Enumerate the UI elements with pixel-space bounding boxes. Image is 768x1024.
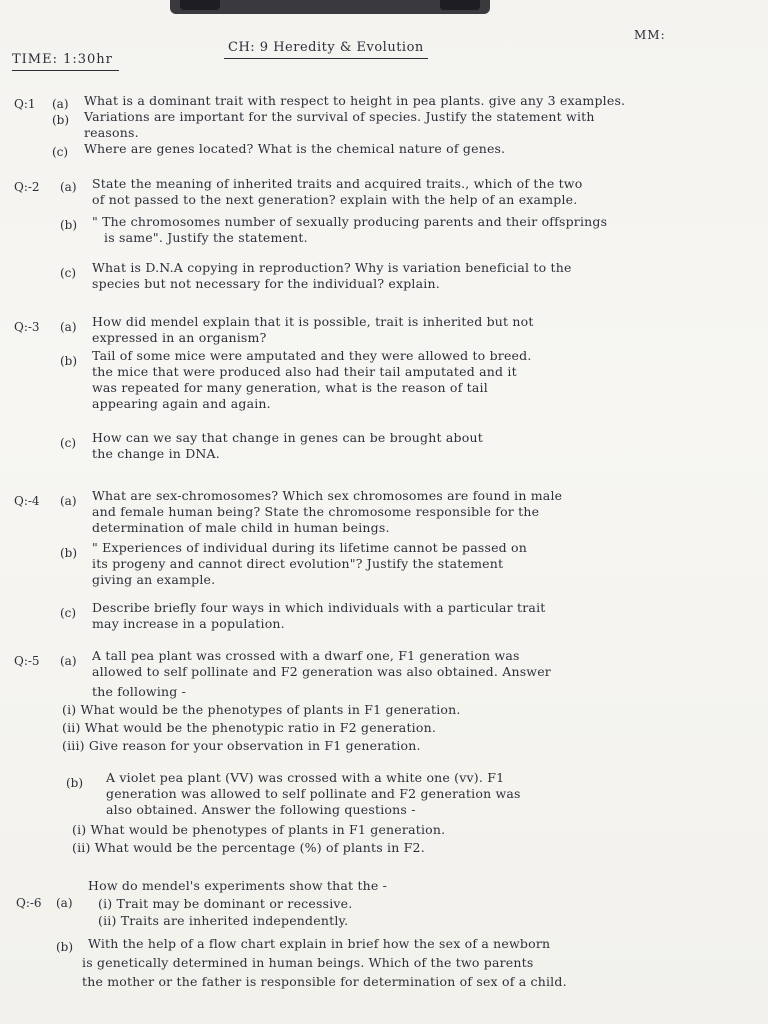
question-line: Describe briefly four ways in which individuals with a particular trait: [92, 600, 546, 615]
question-line: A tall pea plant was crossed with a dwarf one, F1 generation was: [92, 648, 520, 663]
part-label: (a): [60, 654, 77, 668]
part-label: (b): [56, 940, 74, 954]
max-marks-label: MM:: [634, 28, 666, 42]
part-label: (a): [52, 97, 69, 111]
question-line: expressed in an organism?: [92, 330, 267, 345]
question-line: (i) What would be phenotypes of plants in F1 generation.: [72, 822, 446, 837]
question-line: " Experiences of individual during its lifetime cannot be passed on: [92, 540, 528, 555]
part-label: (a): [60, 320, 77, 334]
part-label: (b): [52, 113, 70, 127]
question-line: reasons.: [84, 125, 139, 140]
question-line: How did mendel explain that it is possible, trait is inherited but not: [92, 314, 534, 329]
question-line: How do mendel's experiments show that the -: [88, 878, 388, 893]
question-line: also obtained. Answer the following questions -: [106, 802, 416, 817]
question-number: Q:-3: [14, 320, 40, 334]
question-line: What is a dominant trait with respect to height in pea plants. give any 3 examples.: [84, 93, 626, 108]
part-label: (a): [56, 896, 73, 910]
question-line: (i) What would be the phenotypes of plants in F1 generation.: [62, 702, 461, 717]
question-line: " The chromosomes number of sexually producing parents and their offsprings: [92, 214, 608, 229]
question-line: appearing again and again.: [92, 396, 271, 411]
question-line: of not passed to the next generation? explain with the help of an example.: [92, 192, 578, 207]
question-line: A violet pea plant (VV) was crossed with a white one (vv). F1: [106, 770, 505, 785]
question-line: was repeated for many generation, what is the reason of tail: [92, 380, 488, 395]
part-label: (c): [60, 266, 77, 280]
question-line: may increase in a population.: [92, 616, 285, 631]
question-line: (ii) What would be the percentage (%) of plants in F2.: [72, 840, 425, 855]
question-line: (iii) Give reason for your observation in F1 generation.: [62, 738, 421, 753]
question-number: Q:-2: [14, 180, 40, 194]
question-line: the mice that were produced also had their tail amputated and it: [92, 364, 517, 379]
question-line: How can we say that change in genes can be brought about: [92, 430, 483, 445]
question-line: With the help of a flow chart explain in brief how the sex of a newborn: [88, 936, 551, 951]
part-label: (b): [60, 218, 78, 232]
question-line: its progeny and cannot direct evolution"? Justify the statement: [92, 556, 504, 571]
question-line: State the meaning of inherited traits and acquired traits., which of the two: [92, 176, 583, 191]
part-label: (c): [52, 145, 69, 159]
part-label: (c): [60, 606, 77, 620]
time-label: TIME: 1:30hr: [12, 52, 113, 67]
part-label: (b): [60, 354, 78, 368]
question-line: generation was allowed to self pollinate and F2 generation was: [106, 786, 521, 801]
question-line: Variations are important for the survival of species. Justify the statement with: [84, 109, 595, 124]
clipboard-clip: [170, 0, 490, 14]
question-line: the mother or the father is responsible for determination of sex of a child.: [82, 974, 567, 989]
part-label: (a): [60, 494, 77, 508]
question-line: the change in DNA.: [92, 446, 220, 461]
question-line: What is D.N.A copying in reproduction? Why is variation beneficial to the: [92, 260, 572, 275]
question-line: the following -: [92, 684, 187, 699]
question-line: (ii) Traits are inherited independently.: [98, 913, 349, 928]
question-number: Q:-4: [14, 494, 40, 508]
question-line: determination of male child in human beings.: [92, 520, 390, 535]
question-line: giving an example.: [92, 572, 216, 587]
question-line: (i) Trait may be dominant or recessive.: [98, 896, 353, 911]
question-number: Q:-6: [16, 896, 42, 910]
question-line: is genetically determined in human beings. Which of the two parents: [82, 955, 534, 970]
part-label: (c): [60, 436, 77, 450]
question-line: What are sex-chromosomes? Which sex chromosomes are found in male: [92, 488, 563, 503]
question-line: species but not necessary for the individual? explain.: [92, 276, 440, 291]
question-line: allowed to self pollinate and F2 generation was also obtained. Answer: [92, 664, 551, 679]
part-label: (b): [66, 776, 84, 790]
question-line: is same". Justify the statement.: [104, 230, 308, 245]
question-number: Q:-5: [14, 654, 40, 668]
chapter-title: CH: 9 Heredity & Evolution: [228, 40, 424, 55]
question-line: and female human being? State the chromosome responsible for the: [92, 504, 540, 519]
question-line: Where are genes located? What is the chemical nature of genes.: [84, 141, 506, 156]
question-number: Q:1: [14, 97, 36, 111]
part-label: (a): [60, 180, 77, 194]
question-line: (ii) What would be the phenotypic ratio in F2 generation.: [62, 720, 437, 735]
part-label: (b): [60, 546, 78, 560]
question-line: Tail of some mice were amputated and they were allowed to breed.: [92, 348, 532, 363]
